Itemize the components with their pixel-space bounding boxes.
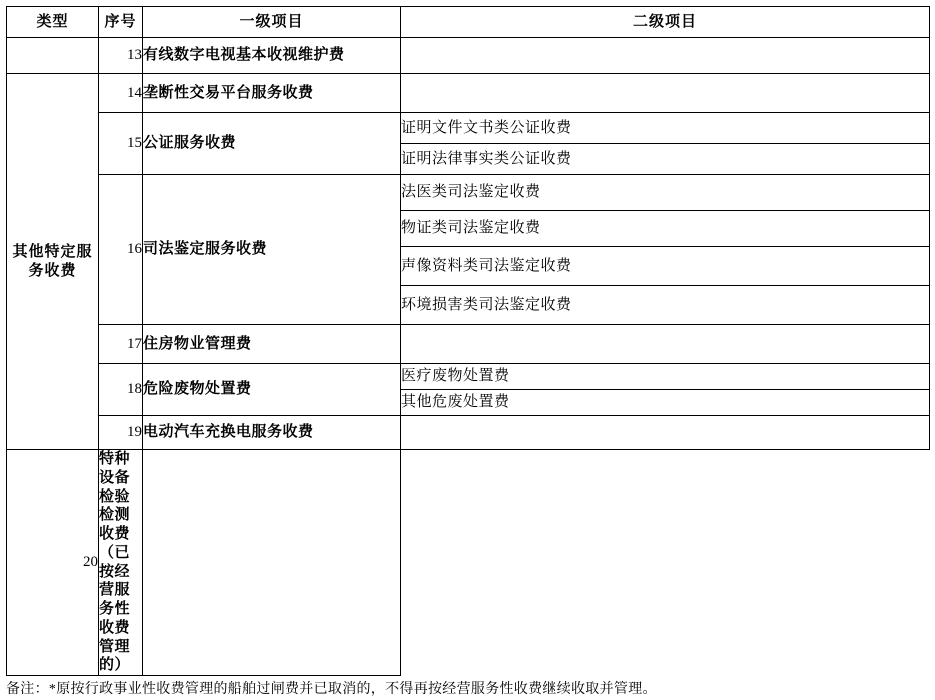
cell-level2 <box>401 38 930 74</box>
cell-type-other-specific-services: 其他特定服务收费 <box>7 74 99 450</box>
cell-seq: 13 <box>99 38 143 74</box>
cell-level2 <box>401 74 930 113</box>
table-row <box>7 450 930 676</box>
cell-level1: 有线数字电视基本收视维护费 <box>143 38 401 74</box>
cell-seq: 16 <box>99 175 143 325</box>
cell-type-empty <box>7 38 99 74</box>
table-footnote: 备注：*原按行政事业性收费管理的船舶过闸费并已取消的，不得再按经营服务性收费继续收取并管理。 <box>6 682 657 697</box>
cell-level1: 特种设备检验检测收费（已按经营服务性收费管理的） <box>99 450 143 676</box>
cell-level2: 医疗废物处置费 <box>401 364 930 390</box>
cell-level2: 物证类司法鉴定收费 <box>401 211 930 247</box>
cell-level2 <box>401 325 930 364</box>
column-header-seq: 序号 <box>99 7 143 38</box>
cell-level1: 危险废物处置费 <box>143 364 401 416</box>
table-row <box>7 175 930 211</box>
cell-seq: 19 <box>99 416 143 450</box>
cell-seq: 18 <box>99 364 143 416</box>
cell-level1: 司法鉴定服务收费 <box>143 175 401 325</box>
cell-level2: 环境损害类司法鉴定收费 <box>401 286 930 325</box>
cell-level2: 法医类司法鉴定收费 <box>401 175 930 211</box>
cell-level2 <box>143 450 401 676</box>
table-row <box>7 38 930 74</box>
column-header-level2: 二级项目 <box>401 7 930 38</box>
table-header-row <box>7 7 930 38</box>
table-body <box>7 38 930 676</box>
column-header-level1: 一级项目 <box>143 7 401 38</box>
cell-seq: 20 <box>7 450 99 676</box>
cell-seq: 17 <box>99 325 143 364</box>
cell-level2: 证明文件文书类公证收费 <box>401 113 930 144</box>
cell-level1: 住房物业管理费 <box>143 325 401 364</box>
cell-level2 <box>401 416 930 450</box>
table-row <box>7 74 930 113</box>
table-row <box>7 113 930 144</box>
cell-level2: 证明法律事实类公证收费 <box>401 144 930 175</box>
cell-level2: 声像资料类司法鉴定收费 <box>401 247 930 286</box>
cell-level1: 电动汽车充换电服务收费 <box>143 416 401 450</box>
cell-seq: 14 <box>99 74 143 113</box>
table-header <box>7 7 930 38</box>
table-row <box>7 416 930 450</box>
column-header-type: 类型 <box>7 7 99 38</box>
table-row <box>7 364 930 390</box>
cell-level1: 公证服务收费 <box>143 113 401 175</box>
table-row <box>7 325 930 364</box>
cell-level2: 其他危废处置费 <box>401 390 930 416</box>
fee-schedule-table <box>6 6 930 676</box>
cell-level1: 垄断性交易平台服务收费 <box>143 74 401 113</box>
cell-seq: 15 <box>99 113 143 175</box>
